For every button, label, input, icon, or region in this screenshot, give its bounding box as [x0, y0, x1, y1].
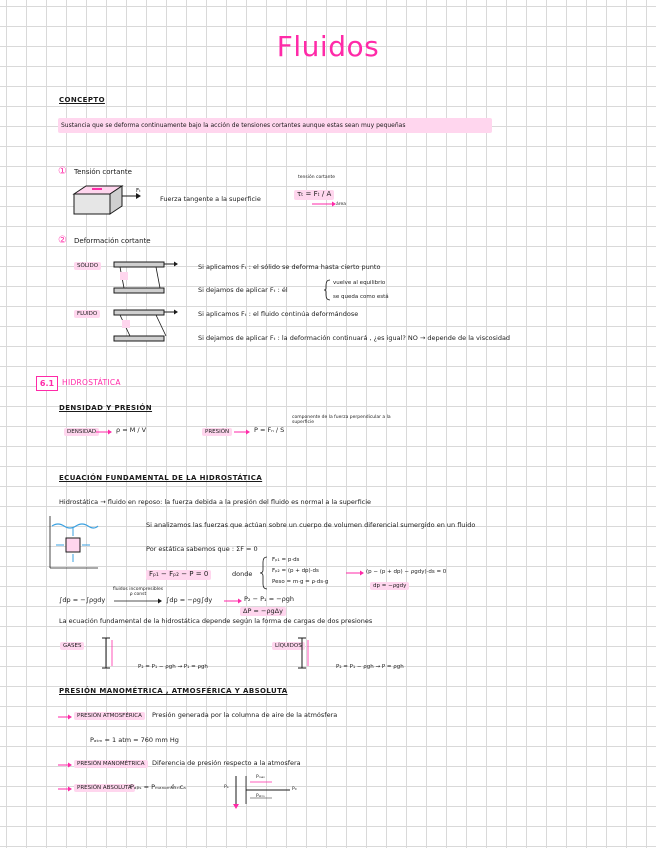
arrow-icon	[58, 714, 72, 720]
presion-formula: P = Fₙ / S	[254, 426, 285, 434]
system-line-3: Peso = m·g = ρ·ds·g	[272, 579, 329, 585]
diagram-right-label: P₀	[292, 787, 297, 792]
tension-marker: ①	[58, 166, 67, 177]
gases-label: GASES	[60, 642, 84, 650]
section-number: 6.1	[36, 376, 58, 391]
densidad-formula: ρ = M / V	[116, 426, 147, 434]
gas-column-icon	[100, 636, 120, 670]
atm-label: PRESIÓN ATMOSFÉRICA	[74, 712, 145, 720]
page-title: Fluidos	[276, 30, 380, 63]
system-line-2: Fₚ₂ = (p + dp)·ds	[272, 568, 319, 574]
fluid-deformation-icon	[110, 306, 180, 346]
atm-value: Pₐₜₘ = 1 atm = 760 mm Hg	[90, 736, 179, 744]
tension-note-top: tensión cortante	[298, 175, 335, 180]
diagram-left-label: Pₐ	[224, 785, 229, 790]
deformacion-line-3: Si aplicamos Fₜ : el fluido continúa deformándose	[198, 310, 359, 318]
deformacion-line-1: Si aplicamos Fₜ : el sólido se deforma hasta cierto punto	[198, 263, 381, 271]
fluid-element-diagram-icon	[44, 514, 100, 572]
arrow-icon	[346, 570, 364, 576]
hidrostatica-heading: HIDROSTÁTICA	[62, 378, 121, 387]
system-line-1: Fₚ₁ = p·ds	[272, 557, 300, 563]
integral-note: fluidos incompresibles ρ const	[112, 587, 164, 597]
densidad-heading: DENSIDAD Y PRESIÓN	[59, 404, 153, 412]
ecuacion-line-2: Por estática sabemos que : ΣF = 0	[146, 545, 258, 553]
donde-label: donde	[232, 570, 253, 578]
branch-b: se queda como está	[333, 294, 389, 300]
man-label: PRESIÓN MANOMÉTRICA	[74, 760, 148, 768]
diagram-top-label: Pₘₐₙ	[256, 775, 266, 780]
presion-label: PRESIÓN	[202, 428, 232, 436]
deformacion-heading: Deformación cortante	[74, 237, 151, 245]
arrow-icon	[234, 429, 250, 435]
arrow-icon	[312, 200, 336, 208]
brace-icon	[260, 556, 268, 590]
ecuacion-conclusion: La ecuación fundamental de la hidrostática depende según la forma de cargas de dos presiones	[59, 617, 373, 625]
vector-equation: Fₚ₁ − Fₚ₂ − P = 0	[146, 570, 211, 580]
atm-desc: Presión generada por la columna de aire de la atmósfera	[152, 711, 338, 719]
tension-force-label: Fₜ	[136, 188, 141, 194]
tension-heading: Tensión cortante	[74, 168, 132, 176]
fluido-label: FLUIDO	[74, 310, 100, 318]
gases-equation: P₂ = P₁ − ρgh → P₁ = ρgh	[138, 664, 208, 670]
integral-right: ∫dp = −ρg∫dy	[166, 596, 213, 604]
branch-a: vuelve al equilibrio	[333, 280, 386, 286]
deformacion-marker: ②	[58, 235, 67, 246]
densidad-label: DENSIDAD	[64, 428, 99, 436]
ecuacion-intro: Hidrostática → fluido en reposo: la fuerza debida a la presión del fluido es normal a la superficie	[59, 498, 372, 506]
diagram-bottom-label: Pₐₜₘ	[256, 794, 265, 799]
ecuacion-heading: ECUACIÓN FUNDAMENTAL DE LA HIDROSTÁTICA	[59, 474, 263, 482]
brace-icon	[324, 279, 332, 301]
presion-tipos-heading: PRESIÓN MANOMÉTRICA , ATMOSFÉRICA Y ABSOLUTA	[59, 687, 288, 695]
arrow-icon	[58, 786, 72, 792]
tension-formula: τₜ = Fₜ / A	[294, 190, 334, 200]
arrow-icon	[224, 598, 242, 604]
result-1: P₂ − P₁ = −ρgh	[244, 595, 295, 603]
block-diagram-icon	[72, 184, 142, 218]
abs-label: PRESIÓN ABSOLUTA	[74, 784, 135, 792]
system-result-2: dp = −ρgdy	[370, 582, 409, 590]
arrow-icon	[58, 762, 72, 768]
liquidos-equation: P₂ = P₁ − ρgh → P = ρgh	[336, 664, 404, 670]
arrow-icon	[96, 429, 112, 435]
arrow-icon	[114, 598, 162, 604]
ecuacion-line-1: Si analizamos las fuerzas que actúan sobre un cuerpo de volumen diferencial sumergido en un fluido	[146, 521, 476, 529]
concepto-heading: CONCEPTO	[59, 96, 105, 104]
integral-left: ∫dp = −∫ρgdy	[59, 596, 106, 604]
result-2: ΔP = −ρgΔy	[240, 607, 286, 616]
tension-note-right: área	[336, 202, 347, 207]
system-result: (p − (p + dp) − ρgdy)·ds = 0	[366, 569, 447, 575]
solid-deformation-icon	[110, 258, 180, 298]
man-desc: Diferencia de presión respecto a la atmosfera	[152, 759, 301, 767]
liquidos-label: LÍQUIDOS	[272, 642, 305, 650]
presion-note: componente de la fuerza perpendicular a la superficie	[292, 415, 391, 425]
abs-desc: Pₐᵦₛ = Pₘₐₙₒₘéₜᵣᵢcₐ	[130, 783, 186, 791]
tension-desc: Fuerza tangente a la superficie	[160, 195, 261, 203]
liquid-column-icon	[296, 636, 320, 670]
concepto-definition: Sustancia que se deforma continuamente bajo la acción de tensiones cortantes aunque estas sean muy pequeñas	[58, 118, 492, 133]
deformacion-line-2: Si dejamos de aplicar Fₜ : él	[198, 286, 288, 294]
solido-label: SÓLIDO	[74, 262, 101, 270]
deformacion-line-4: Si dejamos de aplicar Fₜ : la deformación continuará , ¿es igual? NO → depende de la viscosidad	[198, 334, 511, 342]
